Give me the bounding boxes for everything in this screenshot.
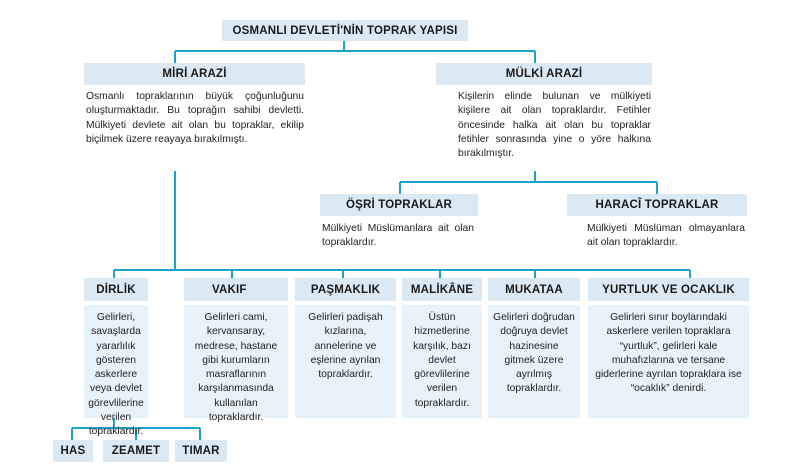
haraci-topraklar-node	[567, 194, 747, 258]
miri-arazi-title: MİRİ ARAZİ	[84, 63, 305, 85]
dirlik-type-timar: TIMAR	[175, 440, 227, 462]
category-text: Gelirleri padişah kızlarına, annelerine ve eşlerine ayrılan topraklardır.	[295, 305, 396, 418]
miri-arazi-node	[84, 63, 305, 171]
category-malikane	[402, 278, 482, 418]
category-title: VAKIF	[184, 278, 288, 301]
osri-topraklar-node	[320, 194, 478, 258]
haraci-topraklar-text: Mülkiyeti Müslüman olmayanlara ait olan topraklardır.	[587, 223, 745, 249]
category-mukataa	[488, 278, 580, 418]
mulki-arazi-node	[436, 63, 652, 171]
category-title: YURTLUK VE OCAKLIK	[588, 278, 749, 301]
category-text: Gelirleri sınır boylarındaki askerlere verilen topraklara “yurtluk”, gelirleri kale muhafızlarına ve tersane giderlerine ayrılan topraklara ise “ocaklık” denirdi.	[588, 305, 749, 418]
diagram-title: OSMANLI DEVLETİ'NİN TOPRAK YAPISI	[222, 20, 468, 41]
dirlik-type-zeamet: ZEAMET	[103, 440, 169, 462]
osri-topraklar-text: Mülkiyeti Müslümanlara ait olan topraklardır.	[322, 223, 474, 249]
category-dirlik	[84, 278, 148, 438]
category-pasmaklik	[295, 278, 396, 418]
category-text: Üstün hizmetlerine karşılık, bazı devlet görevlilerine verilen topraklardır.	[402, 305, 482, 418]
miri-arazi-text: Osmanlı topraklarının büyük çoğunluğunu oluşturmaktadır. Bu toprağın sahibi devletti. Mülkiyeti devlete ait olan bu topraklar, ekilip biçilmek üzere reayaya bırakılmıştı.	[86, 91, 304, 145]
category-title: MALİKÂNE	[402, 278, 482, 301]
mulki-arazi-title: MÜLKİ ARAZİ	[436, 63, 652, 85]
category-text: Gelirleri doğrudan doğruya devlet hazinesine gitmek üzere ayrılmış topraklardır.	[488, 305, 580, 418]
osri-topraklar-title: ÖŞRİ TOPRAKLAR	[320, 194, 478, 216]
category-title: MUKATAA	[488, 278, 580, 301]
mulki-arazi-text: Kişilerin elinde bulunan ve mülkiyeti kişilere ait olan topraklardır. Fetihler öncesinde halka ait olan bu topraklar fetihler sonrasında yine o yöre halkına bırakılmıştır.	[458, 91, 651, 160]
category-title: DİRLİK	[84, 278, 148, 301]
category-text: Gelirleri, savaşlarda yararlılık gösteren askerlere veya devlet görevlilerine verilen topraklardır.	[84, 305, 148, 418]
category-vakif	[184, 278, 288, 424]
haraci-topraklar-title: HARACÎ TOPRAKLAR	[567, 194, 747, 216]
category-title: PAŞMAKLIK	[295, 278, 396, 301]
category-text: Gelirleri cami, kervansaray, medrese, hastane gibi kurumların masraflarının karşılanmasında kullanılan topraklardır.	[184, 305, 288, 418]
category-yurtluk-ocaklik	[588, 278, 749, 418]
dirlik-type-has: HAS	[53, 440, 93, 462]
